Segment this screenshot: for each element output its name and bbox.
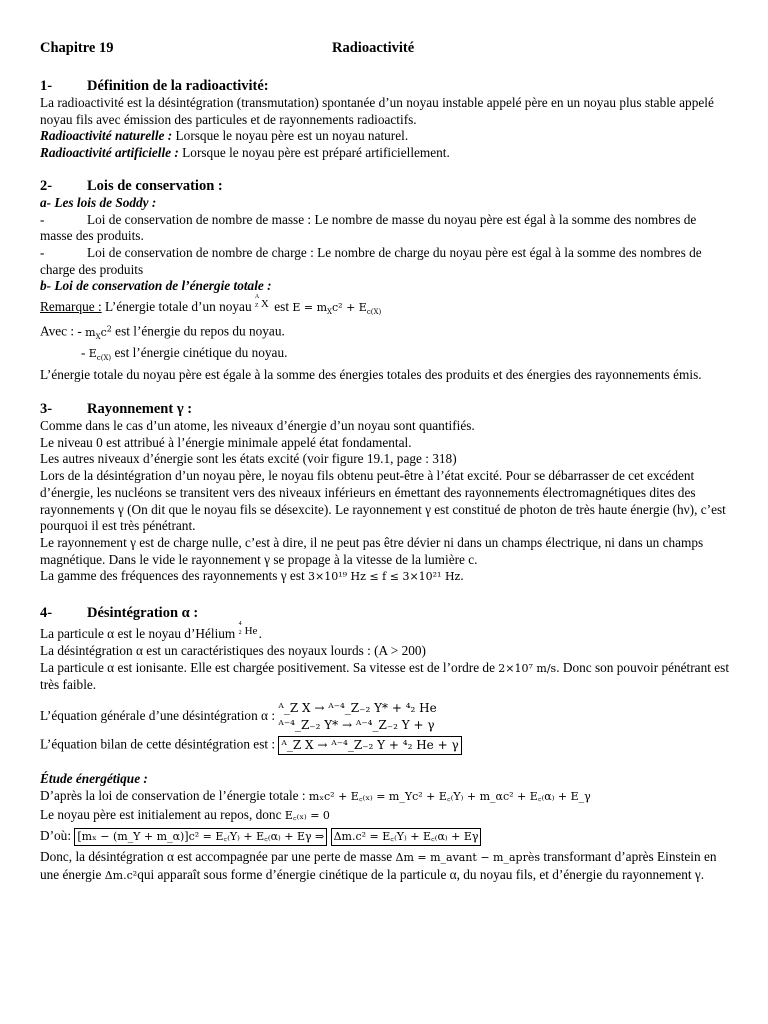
section-title: Lois de conservation : <box>87 177 223 194</box>
text: Donc, la désintégration α est accompagnée par une perte de masse <box>40 849 396 865</box>
energy-equation: $E = m_Xc^2 + E_{c(X)}$ <box>292 301 382 317</box>
bilan-equation: ᴬ_Z X → ᴬ⁻⁴_Z₋₂ Y + ⁴₂ He + γ <box>278 736 461 755</box>
paragraph: La radioactivité est la désintégration (transmutation) spontanée d’un noyau instable appelé père en un noyau plus stable appelé noyau fils avec émission des particules et de rayonnements radioactifs. <box>40 95 714 127</box>
paragraph: Les autres niveaux d’énergie sont les états excité (voir figure 19.1, page : 318) <box>40 451 457 467</box>
section-title: Définition de la radioactivité: <box>87 78 269 94</box>
subsection-heading: b- Loi de conservation de l’énergie totale : <box>40 278 272 294</box>
velocity-value: 2×10⁷ m/s <box>498 661 557 675</box>
paragraph <box>40 568 730 586</box>
document-page <box>40 40 730 884</box>
paragraph <box>40 145 730 162</box>
text: D’après la loi de conservation de l’énergie totale : <box>40 787 309 803</box>
rest-energy-expr: $m_Xc^2$ <box>85 323 112 341</box>
list-text: Loi de conservation de nombre de masse : Le nombre de masse du noyau père est égal à la somme des nombres de masse des produits. <box>40 211 697 244</box>
mass-energy-equation: [mₓ − (m_Y + m_α)]c² = E꜀₍Y₎ + E꜀₍α₎ + Eγ ⇒ <box>74 828 327 846</box>
section-number: 4- <box>40 605 53 622</box>
paragraph: Lors de la désintégration d’un noyau père, le noyau fils obtenu peut-être à l’état excité. Pour se débarrasser de cet excédent d’énergie, les nucléons se transitent vers des niveaux inférieurs en émettant des rayonnements électromagnétiques dites des rayonnements γ (On dit que le noyau fils se désexcite). Le rayonnement γ est constitué de photon de très haute énergie (hν), c’est pourquoi il est très pénétrant. <box>40 468 726 534</box>
text: L’équation générale d’une désintégration α : <box>40 707 279 723</box>
text: La particule α est ionisante. Elle est chargée positivement. Sa vitesse est de l’ordre de <box>40 659 499 675</box>
paragraph: Comme dans le cas d’un atome, les niveaux d’énergie d’un noyau sont quantifiés. <box>40 418 475 434</box>
paragraph <box>40 788 730 806</box>
remark <box>40 295 730 321</box>
paragraph: Le niveau 0 est attribué à l’énergie minimale appelé état fondamental. <box>40 434 412 450</box>
subsection-heading: a- Les lois de Soddy : <box>40 194 157 210</box>
term-label: Radioactivité naturelle : <box>40 128 173 144</box>
mass-loss-expr: Δm = m_avant − m_après <box>395 851 541 865</box>
text: - <box>81 345 89 361</box>
paragraph <box>40 807 730 825</box>
paragraph <box>40 660 730 694</box>
section-2-heading <box>40 177 730 195</box>
paragraph: L’énergie totale du noyau père est égale à la somme des énergies totales des produits et des énergies des rayonnements émis. <box>40 367 702 383</box>
page-header <box>40 40 730 60</box>
text: L’équation bilan de cette désintégration est : <box>40 736 279 752</box>
paragraph <box>40 345 730 367</box>
text: La gamme des fréquences des rayonnements γ est <box>40 568 309 584</box>
section-3-heading <box>40 400 730 418</box>
remark-label: Remarque : <box>40 299 102 315</box>
paragraph <box>40 828 730 846</box>
paragraph <box>40 849 730 884</box>
term-text: Lorsque le noyau père est préparé artificiellement. <box>178 145 450 161</box>
text: Le noyau père est initialement au repos, donc <box>40 807 285 823</box>
nuclide-symbol: A Z X <box>254 294 269 311</box>
paragraph: Le rayonnement γ est de charge nulle, c’est à dire, il ne peut pas être dévier ni dans un champs électrique, ni dans un champs magnétique. Dans le vide le rayonnement γ se propage à la vitesse de la lumière c. <box>40 534 704 567</box>
list-item <box>40 245 730 278</box>
bilan-equation-line <box>40 736 730 755</box>
reaction-line: ᴬ_Z X → ᴬ⁻⁴_Z₋₂ Y* + ⁴₂ He <box>278 700 437 715</box>
section-number: 3- <box>40 401 53 418</box>
text: . <box>460 568 464 584</box>
section-title: Désintégration α : <box>87 605 199 622</box>
list-text: Loi de conservation de nombre de charge : Le nombre de charge du noyau père est égal à la somme des nombres de charge des produits <box>40 244 702 277</box>
text: est l’énergie cinétique du noyau. <box>111 345 288 361</box>
text: Avec : - <box>40 323 86 339</box>
subsection-heading: Étude énergétique : <box>40 770 148 786</box>
eq-part: E = m <box>292 301 328 315</box>
eq-part: c² + E <box>332 301 367 315</box>
text: qui apparaît sous forme d’énergie cinétique de la particule α, du noyau fils, et d’énergie du rayonnement γ. <box>137 866 705 882</box>
conservation-equation: mₓc² + E꜀₍ₓ₎ = m_Yc² + E꜀₍Y₎ + m_αc² + E꜀₍α₎ + E_γ <box>308 789 591 803</box>
term-text: Lorsque le noyau père est un noyau naturel. <box>172 128 409 144</box>
frequency-range: 3×10¹⁹ Hz ≤ f ≤ 3×10²¹ Hz <box>308 570 461 584</box>
paragraph <box>40 321 730 346</box>
text: . <box>258 626 262 642</box>
text: D’où: <box>40 828 75 844</box>
paragraph: La désintégration α est un caractéristiques des noyaux lourds : (A > 200) <box>40 642 426 658</box>
list-item <box>40 212 730 245</box>
section-number: 2- <box>40 177 53 194</box>
dash: - <box>40 244 45 260</box>
paragraph <box>40 622 730 643</box>
remark-text: L’énergie totale d’un noyau <box>101 299 255 315</box>
section-number: 1- <box>40 78 53 94</box>
text: La particule α est le noyau d’Hélium <box>40 626 239 642</box>
reaction-line: ᴬ⁻⁴_Z₋₂ Y* → ᴬ⁻⁴_Z₋₂ Y + γ <box>278 717 435 732</box>
section-title: Rayonnement γ : <box>87 401 193 418</box>
paragraph <box>40 128 730 145</box>
text: est <box>270 299 293 315</box>
rest-equation: E꜀₍ₓ₎ = 0 <box>284 809 330 823</box>
section-1-heading <box>40 77 730 95</box>
text: . Donc son pouvoir pénétrant est très faible. <box>40 659 730 693</box>
term-label: Radioactivité artificielle : <box>40 145 179 161</box>
mass-defect-equation: Δm.c² = E꜀₍Y₎ + E꜀₍α₎ + Eγ <box>331 828 482 846</box>
dash: - <box>40 211 45 227</box>
general-equation-line <box>40 700 730 734</box>
energy-expr: Δm.c² <box>104 868 138 882</box>
chapter-label: Chapitre 19 <box>40 40 114 56</box>
chapter-title: Radioactivité <box>332 40 415 56</box>
general-equation <box>278 700 436 734</box>
section-4-heading <box>40 604 730 622</box>
helium-symbol: 4 2 He <box>238 621 258 638</box>
text: est l’énergie du repos du noyau. <box>111 323 285 339</box>
text: transformant d’après Einstein en une énergie <box>40 849 717 882</box>
kinetic-energy-expr: $E_{c(X)}$ <box>88 347 112 363</box>
